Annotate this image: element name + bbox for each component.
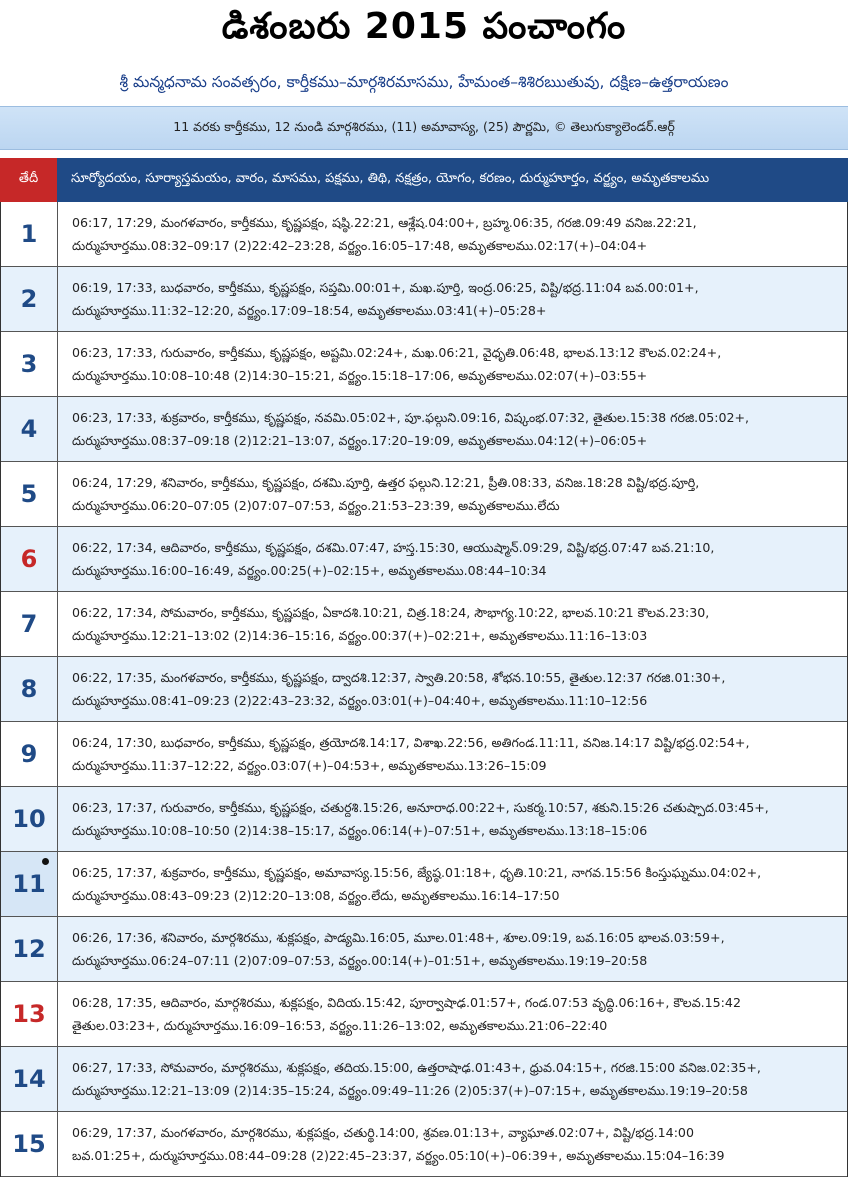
day-details <box>58 202 847 266</box>
day-details-line2: బవ.01:25+, దుర్ముహూర్తము.08:44–09:28 (2)22:45–23:37, వర్జ్యం.05:10(+)–06:39+, అమృతకాలము.15:04–16:39 <box>72 1148 725 1163</box>
day-details-line2: దుర్ముహూర్తము.10:08–10:48 (2)14:30–15:21, వర్జ్యం.15:18–17:06, అమృతకాలము.02:07(+)–03:55+ <box>72 368 648 383</box>
table-row <box>1 1047 847 1112</box>
day-details <box>58 852 847 916</box>
day-details <box>58 267 847 331</box>
day-number-label: 7 <box>20 610 38 638</box>
day-number-label: 8 <box>20 675 38 703</box>
table-row <box>1 657 847 722</box>
day-number <box>1 267 58 331</box>
month-info-bar: 11 వరకు కార్తీకము, 12 నుండి మార్గశిరము, (11) అమావాస్య, (25) పౌర్ణమి, © తెలుగుక్యాలెండర్.ఆర్గ్ <box>0 106 848 150</box>
day-number-label: 11 <box>12 870 46 898</box>
day-details-line1: 06:22, 17:34, ఆదివారం, కార్తీకము, కృష్ణపక్షం, దశమి.07:47, హస్త.15:30, ఆయుష్మాన్.09:29, విష్టి/భద్ర.07:47 బవ.21:10, <box>72 540 715 555</box>
day-number <box>1 332 58 396</box>
day-details-line1: 06:24, 17:29, శనివారం, కార్తీకము, కృష్ణపక్షం, దశమి.పూర్తి, ఉత్తర ఫల్గుని.12:21, ప్రీతి.08:33, వనిజ.18:28 విష్టి/భద్ర.పూర్తి, <box>72 475 700 490</box>
table-row <box>1 982 847 1047</box>
date-column-header: తేదీ <box>0 158 57 202</box>
day-number <box>1 852 58 916</box>
day-details-line1: 06:26, 17:36, శనివారం, మార్గశిరము, శుక్లపక్షం, పాడ్యమి.16:05, మూల.01:48+, శూల.09:19, బవ.16:05 భాలవ.03:59+, <box>72 930 725 945</box>
table-row <box>1 527 847 592</box>
table-row <box>1 267 847 332</box>
day-details-line1: 06:24, 17:30, బుధవారం, కార్తీకము, కృష్ణపక్షం, త్రయోదశి.14:17, విశాఖ.22:56, అతిగండ.11:11, వనిజ.14:17 విష్టి/భద్ర.02:54+, <box>72 735 750 750</box>
day-number-label: 14 <box>12 1065 46 1093</box>
day-number <box>1 657 58 721</box>
day-number <box>1 1047 58 1111</box>
day-details <box>58 722 847 786</box>
table-row <box>1 1112 847 1177</box>
day-details-line1: 06:27, 17:33, సోమవారం, మార్గశిరము, శుక్లపక్షం, తదియ.15:00, ఉత్తరాషాఢ.01:43+, ధ్రువ.04:15+, గరజి.15:00 వనిజ.02:35+, <box>72 1060 761 1075</box>
table-row <box>1 722 847 787</box>
day-number-label: 9 <box>20 740 38 768</box>
day-details-line2: దుర్ముహూర్తము.16:00–16:49, వర్జ్యం.00:25(+)–02:15+, అమృతకాలము.08:44–10:34 <box>72 563 547 578</box>
day-number <box>1 1112 58 1176</box>
day-details <box>58 657 847 721</box>
day-details-line1: 06:23, 17:33, గురువారం, కార్తీకము, కృష్ణపక్షం, అష్టమి.02:24+, మఖ.06:21, వైధృతి.06:48, భాలవ.13:12 కౌలవ.02:24+, <box>72 345 722 360</box>
day-number <box>1 202 58 266</box>
day-details <box>58 332 847 396</box>
details-column-header: సూర్యోదయం, సూర్యాస్తమయం, వారం, మాసము, పక్షము, తిథి, నక్షత్రం, యోగం, కరణం, దుర్ముహూర్తం, వర్జ్యం, అమృతకాలము <box>57 158 848 202</box>
day-details-line1: 06:23, 17:37, గురువారం, కార్తీకము, కృష్ణపక్షం, చతుర్దశి.15:26, అనూరాధ.00:22+, సుకర్మ.10:57, శకుని.15:26 చతుష్పాద.03:45+, <box>72 800 769 815</box>
new-moon-dot-icon <box>42 858 49 865</box>
page-title: డిశంబరు 2015 పంచాంగం <box>221 6 627 47</box>
table-row <box>1 202 847 267</box>
day-details <box>58 917 847 981</box>
day-number-label: 1 <box>20 220 38 248</box>
day-details-line2: దుర్ముహూర్తము.08:43–09:23 (2)12:20–13:08, వర్జ్యం.లేదు, అమృతకాలము.16:14–17:50 <box>72 888 560 903</box>
day-details-line2: దుర్ముహూర్తము.08:37–09:18 (2)12:21–13:07, వర్జ్యం.17:20–19:09, అమృతకాలము.04:12(+)–06:05+ <box>72 433 648 448</box>
day-number-label: 13 <box>12 1000 46 1028</box>
day-details-line2: దుర్ముహూర్తము.06:20–07:05 (2)07:07–07:53, వర్జ్యం.21:53–23:39, అమృతకాలము.లేదు <box>72 498 560 513</box>
day-details-line2: దుర్ముహూర్తము.12:21–13:09 (2)14:35–15:24, వర్జ్యం.09:49–11:26 (2)05:37(+)–07:15+, అమృతకాలము.19:19–20:58 <box>72 1083 748 1098</box>
day-details <box>58 982 847 1046</box>
table-row <box>1 787 847 852</box>
table-header <box>0 158 848 202</box>
day-details <box>58 787 847 851</box>
day-number-label: 12 <box>12 935 46 963</box>
table-row <box>1 332 847 397</box>
day-number <box>1 527 58 591</box>
table-row <box>1 592 847 657</box>
day-number <box>1 722 58 786</box>
day-details-line1: 06:23, 17:33, శుక్రవారం, కార్తీకము, కృష్ణపక్షం, నవమి.05:02+, పూ.ఫల్గుని.09:16, విష్కంభ.07:32, తైతుల.15:38 గరజి.05:02+, <box>72 410 750 425</box>
day-details-line1: 06:28, 17:35, ఆదివారం, మార్గశిరము, శుక్లపక్షం, విదియ.15:42, పూర్వాషాఢ.01:57+, గండ.07:53 వృద్ధి.06:16+, కౌలవ.15:42 <box>72 995 741 1010</box>
day-details-line2: దుర్ముహూర్తము.11:32–12:20, వర్జ్యం.17:09–18:54, అమృతకాలము.03:41(+)–05:28+ <box>72 303 547 318</box>
day-number <box>1 592 58 656</box>
day-details-line2: దుర్ముహూర్తము.08:41–09:23 (2)22:43–23:32, వర్జ్యం.03:01(+)–04:40+, అమృతకాలము.11:10–12:56 <box>72 693 648 708</box>
day-number <box>1 462 58 526</box>
panchangam-table <box>0 202 848 1177</box>
day-details-line2: దుర్ముహూర్తము.08:32–09:17 (2)22:42–23:28, వర్జ్యం.16:05–17:48, అమృతకాలము.02:17(+)–04:04+ <box>72 238 648 253</box>
day-details-line2: దుర్ముహూర్తము.11:37–12:22, వర్జ్యం.03:07(+)–04:53+, అమృతకాలము.13:26–15:09 <box>72 758 547 773</box>
day-details <box>58 1112 847 1176</box>
day-details-line1: 06:29, 17:37, మంగళవారం, మార్గశిరము, శుక్లపక్షం, చతుర్థి.14:00, శ్రవణ.01:13+, వ్యాఘాత.02:07+, విష్టి/భద్ర.14:00 <box>72 1125 694 1140</box>
day-details-line2: తైతుల.03:23+, దుర్ముహూర్తము.16:09–16:53, వర్జ్యం.11:26–13:02, అమృతకాలము.21:06–22:40 <box>72 1018 608 1033</box>
day-details-line1: 06:25, 17:37, శుక్రవారం, కార్తీకము, కృష్ణపక్షం, అమావాస్య.15:56, జ్యేష్ఠ.01:18+, ధృతి.10:21, నాగవ.15:56 కింస్తుఘ్నము.04:02+, <box>72 865 762 880</box>
day-details <box>58 592 847 656</box>
day-details-line2: దుర్ముహూర్తము.10:08–10:50 (2)14:38–15:17, వర్జ్యం.06:14(+)–07:51+, అమృతకాలము.13:18–15:06 <box>72 823 648 838</box>
day-details-line1: 06:17, 17:29, మంగళవారం, కార్తీకము, కృష్ణపక్షం, షష్ఠి.22:21, ఆశ్లేష.04:00+, బ్రహ్మ.06:35, గరజి.09:49 వనిజ.22:21, <box>72 215 697 230</box>
day-number-label: 2 <box>20 285 38 313</box>
day-details <box>58 527 847 591</box>
day-details-line2: దుర్ముహూర్తము.06:24–07:11 (2)07:09–07:53, వర్జ్యం.00:14(+)–01:51+, అమృతకాలము.19:19–20:58 <box>72 953 648 968</box>
table-row <box>1 397 847 462</box>
day-number-label: 10 <box>12 805 46 833</box>
day-number-label: 15 <box>12 1130 46 1158</box>
day-number <box>1 397 58 461</box>
page-subtitle: శ్రీ మన్మధనామ సంవత్సరం, కార్తీకము–మార్గశిరమాసము, హేమంత–శిశిరఋతువు, దక్షిణ–ఉత్తరాయణం <box>119 73 729 91</box>
day-number-label: 4 <box>20 415 38 443</box>
day-number <box>1 982 58 1046</box>
day-details <box>58 462 847 526</box>
table-row <box>1 852 847 917</box>
day-details-line1: 06:19, 17:33, బుధవారం, కార్తీకము, కృష్ణపక్షం, సప్తమి.00:01+, మఖ.పూర్తి, ఇంద్ర.06:25, విష్టి/భద్ర.11:04 బవ.00:01+, <box>72 280 699 295</box>
day-number <box>1 787 58 851</box>
day-details-line1: 06:22, 17:34, సోమవారం, కార్తీకము, కృష్ణపక్షం, ఏకాదశి.10:21, చిత్ర.18:24, సౌభాగ్య.10:22, భాలవ.10:21 కౌలవ.23:30, <box>72 605 710 620</box>
day-details-line2: దుర్ముహూర్తము.12:21–13:02 (2)14:36–15:16, వర్జ్యం.00:37(+)–02:21+, అమృతకాలము.11:16–13:03 <box>72 628 648 643</box>
table-row <box>1 917 847 982</box>
table-row <box>1 462 847 527</box>
day-number-label: 5 <box>20 480 38 508</box>
day-number-label: 3 <box>20 350 38 378</box>
day-number-label: 6 <box>20 545 38 573</box>
day-details <box>58 1047 847 1111</box>
day-details-line1: 06:22, 17:35, మంగళవారం, కార్తీకము, కృష్ణపక్షం, ద్వాదశి.12:37, స్వాతి.20:58, శోభన.10:55, తైతుల.12:37 గరజి.01:30+, <box>72 670 726 685</box>
day-details <box>58 397 847 461</box>
day-number <box>1 917 58 981</box>
